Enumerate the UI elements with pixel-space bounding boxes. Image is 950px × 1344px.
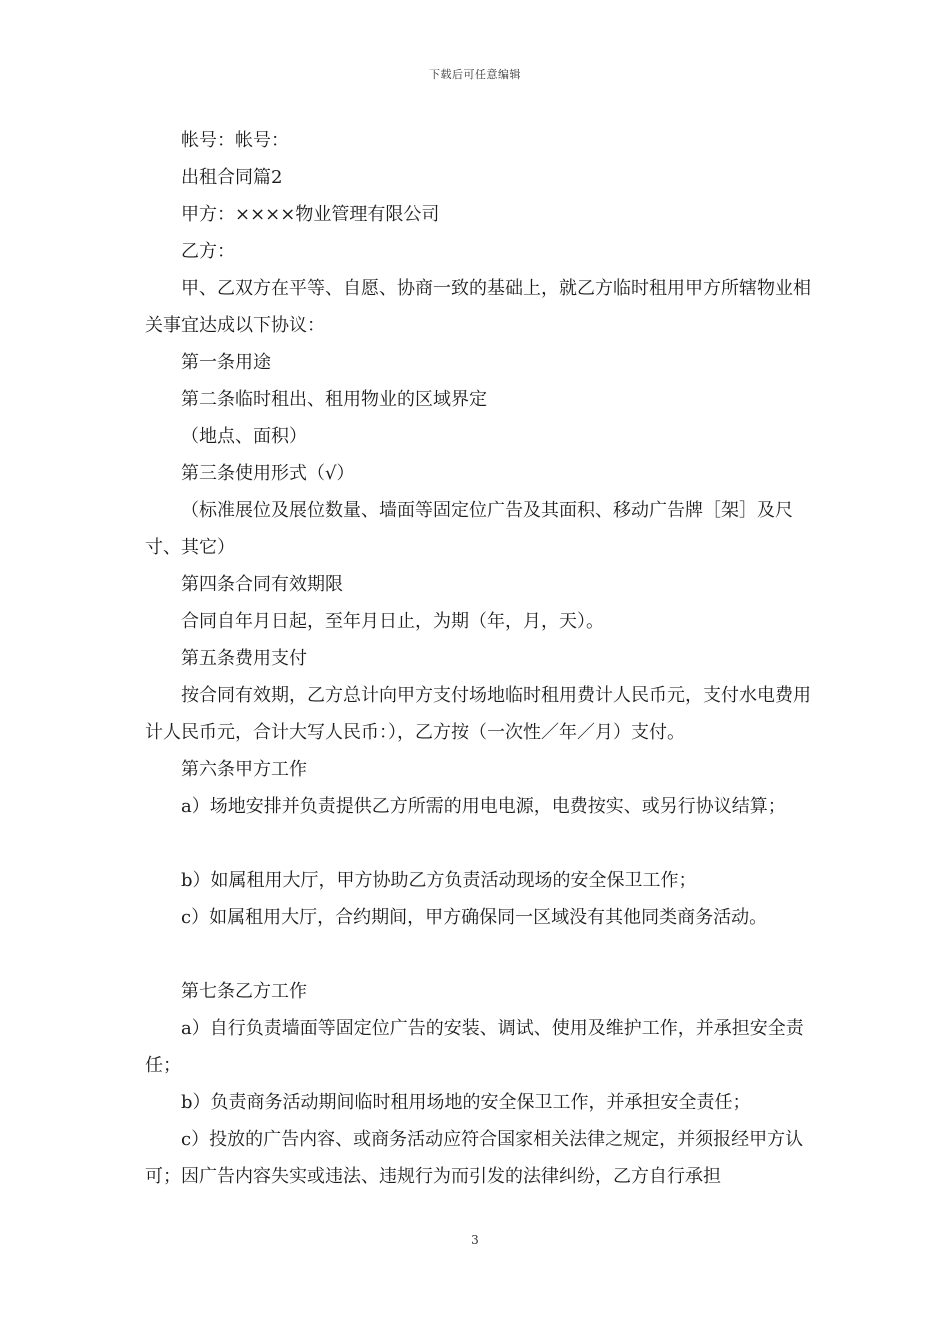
article-3-heading: 第三条使用形式（√） (181, 463, 355, 484)
article-5-text: 按合同有效期，乙方总计向甲方支付场地临时租用费计人民币元，支付水电费用计人民币元，合计大写人民币：），乙方按（一次性／年／月）支付。 (145, 685, 811, 743)
article-3-note: （标准展位及展位数量、墙面等固定位广告及其面积、移动广告牌［架］及尺寸、其它） (145, 500, 793, 558)
page-number: 3 (471, 1233, 479, 1247)
document-body (145, 122, 825, 1195)
article-6-item-c: c）如属租用大厅，合约期间，甲方确保同一区域没有其他同类商务活动。 (181, 907, 768, 928)
article-1-heading: 第一条用途 (181, 352, 271, 373)
article-7-heading: 第七条乙方工作 (181, 981, 307, 1002)
article-7-item-c: c）投放的广告内容、或商务活动应符合国家相关法律之规定，并须报经甲方认可；因广告内容失实或违法、违规行为而引发的法律纠纷，乙方自行承担 (145, 1129, 804, 1187)
article-4-text: 合同自年月日起，至年月日止，为期（年，月，天）。 (181, 611, 604, 632)
contract-title: 出租合同篇2 (181, 167, 283, 188)
article-4-heading: 第四条合同有效期限 (181, 574, 343, 595)
article-7-item-b: b）负责商务活动期间临时租用场地的安全保卫工作，并承担安全责任； (181, 1092, 751, 1113)
preamble-paragraph: 甲、乙双方在平等、自愿、协商一致的基础上，就乙方临时租用甲方所辖物业相关事宜达成以下协议： (145, 278, 811, 336)
article-7-item-a: a）自行负责墙面等固定位广告的安装、调试、使用及维护工作，并承担安全责任； (145, 1018, 804, 1076)
article-6-heading: 第六条甲方工作 (181, 759, 307, 780)
page-header: 下载后可任意编辑 (429, 68, 521, 81)
party-a-line: 甲方：××××物业管理有限公司 (181, 204, 440, 225)
article-5-heading: 第五条费用支付 (181, 648, 307, 669)
account-line: 帐号：帐号： (181, 130, 289, 151)
article-2-note: （地点、面积） (181, 426, 307, 447)
party-b-line: 乙方： (181, 241, 235, 262)
article-6-item-a: a）场地安排并负责提供乙方所需的用电电源，电费按实、或另行协议结算； (181, 796, 786, 817)
article-6-item-b: b）如属租用大厅，甲方协助乙方负责活动现场的安全保卫工作； (181, 870, 697, 891)
article-2-heading: 第二条临时租出、租用物业的区域界定 (181, 389, 487, 410)
